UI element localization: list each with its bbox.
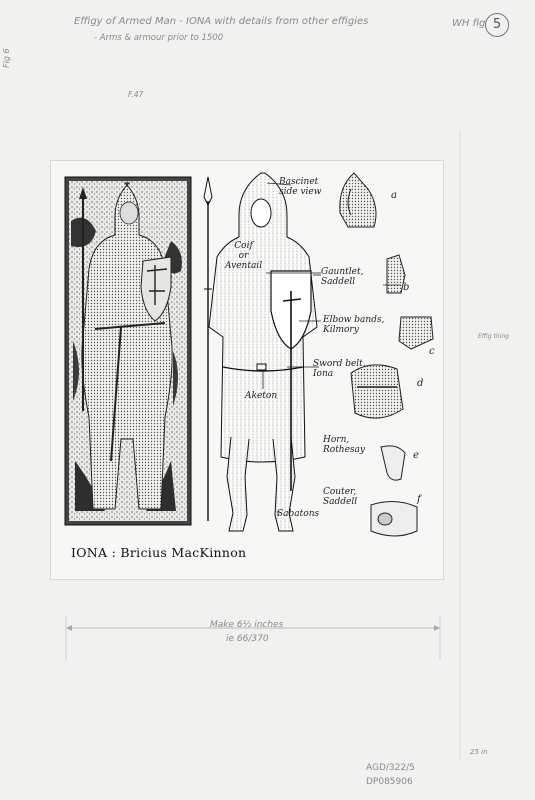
label-aketon: Aketon (245, 391, 278, 401)
side-note: Effig thing (478, 333, 509, 340)
archive-ref-2: DP085906 (366, 777, 413, 787)
margin-fig-note: Fig 6 (2, 48, 11, 68)
top-mark: F.47 (128, 90, 144, 99)
label-sabatons: Sabatons (277, 509, 320, 519)
header-sub-note: - Arms & armour prior to 1500 (94, 33, 224, 43)
label-bascinet: Bascinet side view (279, 177, 322, 197)
label-coif: Coif or Aventail (225, 241, 263, 271)
size-note-1: Make 6½ inches (210, 620, 284, 630)
label-horn: Horn, Rothesay (323, 435, 366, 455)
detail-letter-f: f (417, 494, 421, 505)
detail-letter-a: a (391, 190, 397, 201)
detail-letter-e: e (413, 450, 419, 461)
figure-caption: IONA : Bricius MacKinnon (71, 545, 247, 560)
page-ref: WH fig (452, 18, 486, 29)
detail-letter-b: b (403, 282, 410, 293)
size-note-2: ie 66/370 (226, 634, 269, 644)
header-title-note: Effigy of Armed Man - IONA with details from other effigies (74, 16, 369, 27)
label-elbow-bands: Elbow bands, Kilmory (323, 315, 385, 335)
archive-ref-1: AGD/322/5 (366, 763, 415, 773)
label-sword-belt: Sword belt, Iona (313, 359, 366, 379)
detail-letter-c: c (429, 346, 435, 357)
label-couter: Couter, Saddell (323, 487, 358, 507)
detail-letter-d: d (417, 378, 424, 389)
label-gauntlet: Gauntlet, Saddell (321, 267, 364, 287)
page-number-badge: 5 (485, 13, 509, 37)
corner-note: 25 in (470, 748, 488, 756)
